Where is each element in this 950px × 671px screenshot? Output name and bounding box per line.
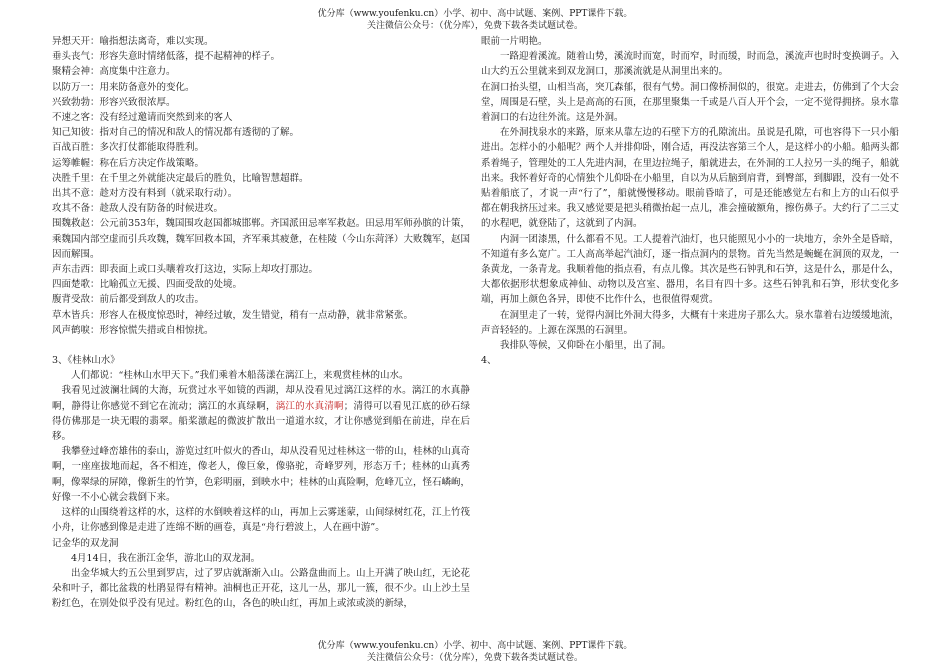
idiom-item: 出其不意：趁对方没有料到（就采取行动）。 (52, 188, 238, 200)
page-header (0, 8, 950, 32)
item-4-label: 4、 (481, 355, 497, 367)
guilin-paragraph-3: 我攀登过峰峦雄伟的泰山，游览过红叶似火的香山，却从没看见过桂林这一带的山，桂林的山真奇啊，一座座拔地而起，各不相连，像老人，像巨象，像骆驼，奇峰罗列，形态万千；桂林的山真秀啊，像翠绿的屏障，像新生的竹笋，色彩明丽，到映水中；桂林的山真险啊，危峰兀立，怪石嶙峋，好像一不小心就会栽倒下来。 (52, 446, 471, 503)
header-line-2: 关注微信公众号：（优分库），免费下载各类试题试卷。 (366, 21, 583, 31)
cave-paragraph-6: 我排队等候，又仰卧在小船里，出了洞。 (500, 340, 672, 352)
idiom-item: 聚精会神：高度集中注意力。 (52, 66, 176, 78)
right-column (481, 34, 899, 368)
cave-paragraph-2: 在洞口抬头望，山相当高，突兀森郁，很有气势。洞口像桥洞似的，很宽。走进去，仿佛到了个大会堂，周围是石壁，头上是高高的石顶，在那里聚集一千或是八百人开个会，一定不觉得拥挤。泉水靠着洞口的右边往外流。这是外洞。 (481, 81, 900, 124)
idiom-item: 决胜千里：在千里之外就能决定最后的胜负，比喻智慧超群。 (52, 172, 309, 184)
idiom-item: 运筹帷幄：称在后方决定作战策略。 (52, 157, 205, 169)
idiom-item: 异想天开：喻指想法离奇，难以实现。 (52, 36, 214, 47)
continued-line: 眼前一片明艳。 (481, 36, 548, 47)
cave-paragraph-5: 在洞里走了一转，觉得内洞比外洞大得多，大概有十来进房子那么大。泉水靠着右边缓缓地流，声音轻轻的。上源在深黑的石洞里。 (481, 309, 900, 336)
idiom-item: 风声鹤唳：形容惊慌失措或自相惊扰。 (52, 324, 214, 336)
footer-line-1: 优分库（www.youfenku.cn）小学、初中、高中试题、案例、PPT课件下载。 (317, 641, 633, 651)
left-column (52, 34, 470, 612)
idiom-item: 知己知彼：指对自己的情况和敌人的情况都有透彻的了解。 (52, 127, 300, 139)
guilin-p2-start: 我看见过波澜壮阔的大海，玩赏过水平如镜的西湖，却从没看见过漓江这样的水。漓江的水真静啊，静得让你感觉不到它在流动；漓江的水真绿啊， (52, 385, 470, 412)
spacer (52, 338, 470, 353)
footer-line-2: 关注微信公众号：（优分库），免费下载各类试题试卷。 (366, 653, 583, 663)
header-line-1: 优分库（www.youfenku.cn）小学、初中、高中试题、案例、PPT课件下载。 (317, 9, 633, 19)
record-paragraph-2: 出金华城大约五公里到罗店，过了罗店就渐渐入山。公路盘曲而上。山上开满了映山红，无论花朵和叶子，都比盆栽的杜鹃显得有精神。油桐也正开花，这儿一丛，那儿一簇，很不少。山上沙土呈粉红色，在别处似乎没有见过。粉红色的山，各色的映山红，再加上或浓或淡的新绿， (52, 567, 471, 610)
idiom-item: 腹背受敌：前后都受到敌人的攻击。 (52, 294, 205, 306)
idiom-item: 以防万一：用来防备意外的变化。 (52, 81, 195, 93)
idiom-item: 声东击西：即表面上或口头嚷着攻打这边，实际上却攻打那边。 (52, 264, 319, 276)
idiom-item: 围魏救赵：公元前353年，魏国围攻赵国都城邯郸。齐国派田忌率军救赵。田忌用军师孙膑的计策，乘魏国内部空虚而引兵攻魏，魏军回救本国，齐军乘其疲惫，在桂陵（今山东菏泽）大败魏军，赵国因而解围。 (52, 218, 471, 260)
section-3-title: 3、《桂林山水》 (52, 355, 120, 367)
cave-paragraph-3: 在外洞找泉水的来路，原来从靠左边的石壁下方的孔隙流出。虽说是孔隙，可也容得下一只小船进出。怎样小的小船呢？两个人并排仰卧，刚合适，再没法容第三个人，是这样小的小船。船两头都系着绳子，管理处的工人先进内洞，在里边拉绳子，船就进去，在外洞的工人拉另一头的绳子，船就出来。我怀着好奇的心情独个儿仰卧在小船里，自以为从后脑到肩背，到臀部，到脚跟，没有一处不贴着船底了，才说一声“行了”，船就慢慢移动。眼前昏暗了，可是还能感觉左右和上方的山石似乎都在朝我挤压过来。我又感觉要是把头稍微抬起一点儿，准会撞破额角，擦伤鼻子。大约行了二三丈的水程吧，就登陆了，这就到了内洞。 (481, 127, 900, 230)
highlighted-phrase: 漓江的水真清啊 (275, 400, 344, 412)
idiom-item: 垂头丧气：形容失意时情绪低落，提不起精神的样子。 (52, 51, 281, 63)
record-paragraph-1: 4月14日，我在浙江金华，游北山的双龙洞。 (71, 552, 261, 564)
idiom-item: 草木皆兵：形容人在极度惊恐时，神经过敏，发生错觉，稍有一点动静，就非常紧张。 (52, 309, 414, 321)
idiom-item: 百战百胜：多次打仗都能取得胜利。 (52, 142, 205, 154)
record-title: 记金华的双龙洞 (52, 537, 119, 549)
idiom-item: 不速之客：没有经过邀请而突然到来的客人 (52, 112, 233, 124)
page-footer (0, 640, 950, 664)
idiom-item: 四面楚歌：比喻孤立无援、四面受敌的处境。 (52, 279, 243, 291)
idiom-item: 兴致勃勃：形容兴致很浓厚。 (52, 96, 176, 108)
cave-paragraph-1: 一路迎着溪流。随着山势，溪流时而宽，时而窄，时而缓，时而急，溪流声也时时变换调子。入山大约五公里就来到双龙洞口，那溪流就是从洞里出来的。 (481, 51, 900, 78)
idiom-list (52, 34, 470, 338)
guilin-p2-end: ；清得可以看见江底的砂石绿得仿佛那是一块无暇的翡翠。船桨激起的微波扩散出一道道水纹，才让你感觉到船在前进，岸在后移。 (52, 400, 470, 443)
cave-paragraph-4: 内洞一团漆黑，什么都看不见。工人提着汽油灯，也只能照见小小的一块地方，余外全是昏暗，不知道有多么宽广。工人高高举起汽油灯，逐一指点洞内的景物。首先当然是蜿蜒在洞顶的双龙，一条黄龙，一条青龙。我顺着他的指点看，有点儿像。其次是些石钟乳和石笋，这是什么，那是什么，大都依据形状想象成神仙、动物以及宫室、器用，名目有四十多。这些石钟乳和石笋，形状变化多端，再加上颜色各异，即使不比作什么，也很值得观赏。 (481, 233, 900, 306)
guilin-paragraph-2 (52, 383, 470, 444)
idiom-item: 攻其不备：趁敌人没有防备的时候进攻。 (52, 203, 224, 215)
guilin-paragraph-4: 这样的山围绕着这样的水，这样的水倒映着这样的山，再加上云雾迷蒙，山间绿树红花，江上竹筏小舟，让你感到像是走进了连绵不断的画卷，真是“舟行碧波上，人在画中游”。 (52, 507, 471, 534)
guilin-paragraph-1: 人们都说：“桂林山水甲天下。”我们乘着木船荡漾在漓江上，来观赏桂林的山水。 (71, 370, 409, 382)
